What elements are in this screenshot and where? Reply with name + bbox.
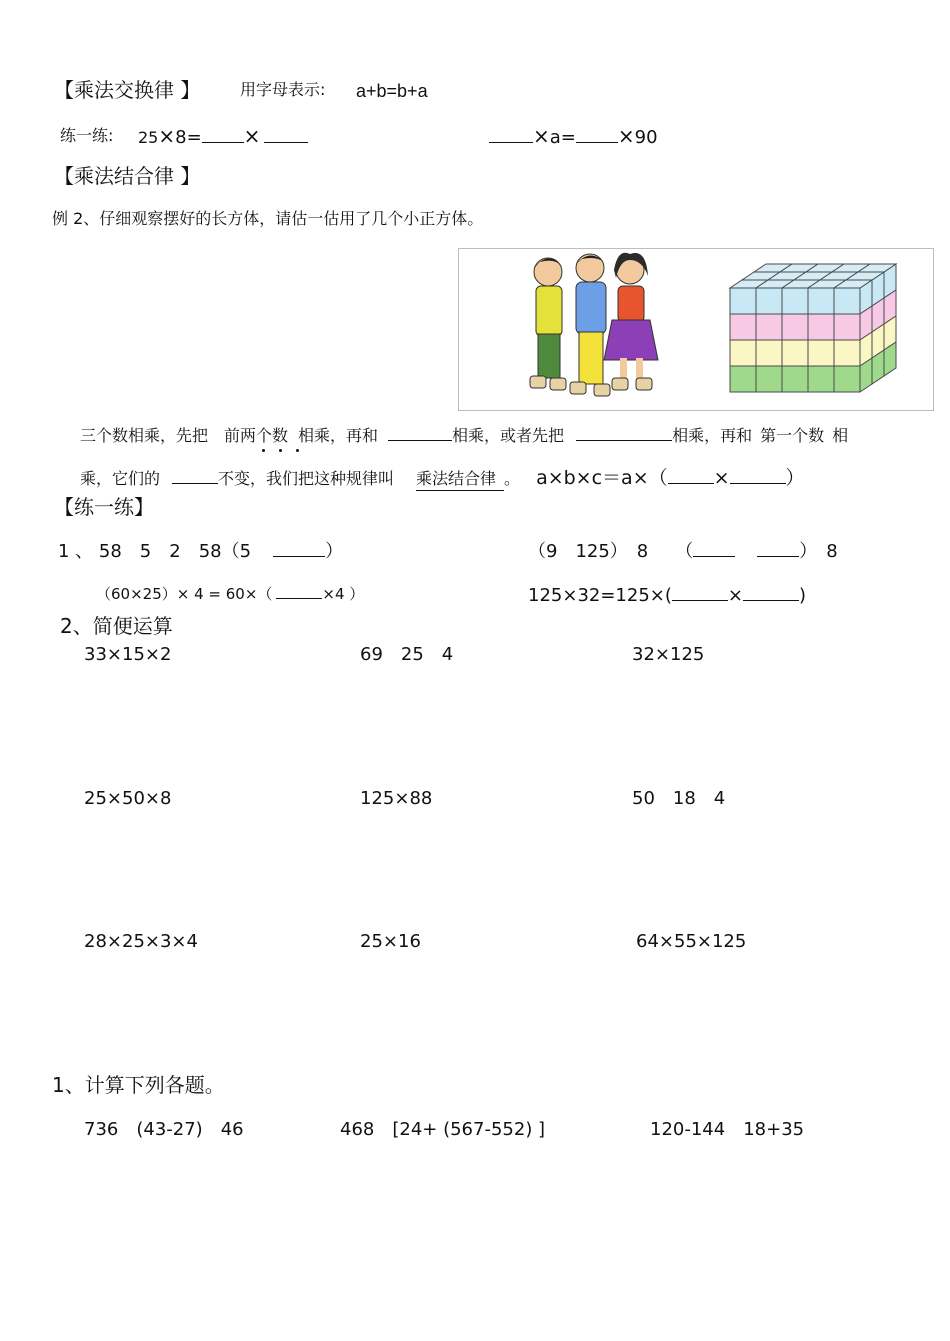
practice-eq1 <box>138 126 308 147</box>
times-sign: × <box>243 124 261 148</box>
times-sign: × <box>158 124 176 148</box>
emphasis-dot <box>279 449 282 452</box>
cube-front-face <box>730 340 756 366</box>
emphasized-phrase: 前两个数 <box>224 426 289 445</box>
blank <box>730 482 786 484</box>
blank <box>264 141 308 143</box>
blank <box>489 141 533 143</box>
fill-text: 相乘，再和 <box>672 426 753 445</box>
emphasis-dot <box>296 449 299 452</box>
exercise-text: 1 、 58 5 2 58（5 <box>58 541 252 562</box>
letter-label: 用字母表示: <box>240 80 326 99</box>
commutative-formula: a+b=b+a <box>356 81 428 101</box>
calc-item: 69 25 4 <box>360 644 454 665</box>
calc-item: 25×16 <box>360 931 421 952</box>
cube-front-face <box>808 340 834 366</box>
times-sign: × <box>713 467 730 489</box>
exercise-text: ） 8 <box>799 541 838 562</box>
cube-front-face <box>834 314 860 340</box>
calc-item: 50 18 4 <box>632 788 726 809</box>
exercise-1a <box>58 543 343 561</box>
cube-front-face <box>782 340 808 366</box>
exercise-3-title: 1、计算下列各题。 <box>52 1073 225 1097</box>
fill-line-2 <box>80 469 805 488</box>
blank <box>276 597 322 599</box>
example-figure <box>458 248 934 411</box>
exercise-text: （60×25）× 4 = 60×（ <box>96 585 273 603</box>
cube-front-face <box>756 366 782 392</box>
calc-item: 736 (43-27) 46 <box>84 1119 244 1140</box>
fill-text: 相乘，或者先把 <box>452 426 565 445</box>
eq1-b: 8= <box>175 127 202 148</box>
exercise-1b <box>528 543 838 561</box>
calc-item: 468 [24+ (567-552) ] <box>340 1119 546 1140</box>
cube-front-face <box>730 366 756 392</box>
blank <box>757 555 799 557</box>
blank <box>743 599 799 601</box>
section-title-associative: 【乘法结合律 】 <box>54 164 201 188</box>
cube-front-face <box>834 340 860 366</box>
exercise-text: × <box>727 585 743 606</box>
calc-item: 28×25×3×4 <box>84 931 198 952</box>
blank <box>576 141 618 143</box>
exercise-1d <box>528 587 806 605</box>
fill-text: 乘，它们的 <box>80 469 161 488</box>
cube-front-face <box>834 288 860 314</box>
cube-front-face <box>756 340 782 366</box>
exercise-text: ) <box>798 585 807 606</box>
emphasis-dot <box>262 449 265 452</box>
associative-formula: a×b×c＝a×（ <box>536 467 668 489</box>
blank <box>172 482 218 484</box>
cube-front-face <box>756 288 782 314</box>
calc-item: 125×88 <box>360 788 433 809</box>
exercise-2-title: 2、简便运算 <box>60 614 173 638</box>
blank <box>273 555 325 557</box>
blank <box>202 141 244 143</box>
times-sign: × <box>533 124 550 148</box>
calc-item: 32×125 <box>632 644 705 665</box>
fill-text: 第一个数 <box>760 426 825 445</box>
fill-text: 相乘，再和 <box>298 426 379 445</box>
cube-front-face <box>782 366 808 392</box>
calc-item: 33×15×2 <box>84 644 172 665</box>
cube-front-face <box>730 314 756 340</box>
calc-item: 64×55×125 <box>636 931 747 952</box>
cube-front-face <box>782 288 808 314</box>
cuboid-of-cubes <box>730 264 896 392</box>
exercise-text: （9 125） 8 （ <box>528 541 694 562</box>
cube-front-face <box>730 288 756 314</box>
section-title-practice: 【练一练】 <box>54 495 154 519</box>
answer-associative-law: 乘法结合律 <box>416 469 504 491</box>
eq2-end: 90 <box>634 127 658 148</box>
blank <box>668 482 714 484</box>
cube-front-face <box>782 314 808 340</box>
blank <box>672 599 728 601</box>
times-sign: × <box>617 124 635 148</box>
example-2-text: 例 2、仔细观察摆好的长方体，请估一估用了几个小正方体。 <box>52 209 484 228</box>
section-title-commutative: 【乘法交换律 】 <box>54 78 201 102</box>
close-paren: ） <box>785 467 805 489</box>
fill-text: 三个数相乘，先把 <box>80 426 209 445</box>
cube-front-face <box>834 366 860 392</box>
calc-item: 120-144 18+35 <box>650 1119 805 1140</box>
exercise-text: ×4 ） <box>322 585 365 603</box>
practice-label: 练一练: <box>60 126 114 145</box>
cube-front-face <box>808 366 834 392</box>
eq2-mid: a= <box>549 127 576 148</box>
fill-text: 相 <box>832 426 849 445</box>
practice-eq2 <box>489 126 658 147</box>
fill-line-1 <box>80 428 848 444</box>
blank <box>388 439 452 441</box>
cube-front-face <box>808 314 834 340</box>
exercise-text: 125×32=125×( <box>528 585 672 606</box>
cube-front-face <box>756 314 782 340</box>
cube-front-face <box>808 288 834 314</box>
calc-item: 25×50×8 <box>84 788 172 809</box>
blank <box>576 439 672 441</box>
fill-text: 不变，我们把这种规律叫 <box>218 469 395 488</box>
exercise-text: ） <box>325 541 344 562</box>
eq1-a: 25 <box>138 128 159 147</box>
exercise-1c <box>96 587 364 602</box>
blank <box>693 555 735 557</box>
fill-text: 。 <box>504 469 521 488</box>
